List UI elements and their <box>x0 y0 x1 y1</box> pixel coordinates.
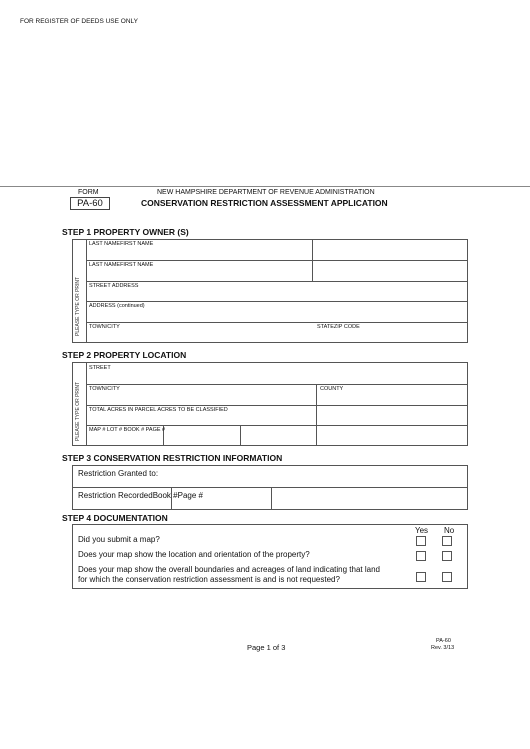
question-map-submitted: Did you submit a map? <box>78 535 160 544</box>
header-divider <box>0 186 530 187</box>
q1-yes-checkbox[interactable] <box>416 536 426 546</box>
q2-yes-checkbox[interactable] <box>416 551 426 561</box>
address-continued-field[interactable]: ADDRESS (continued) <box>89 303 145 309</box>
q3-no-checkbox[interactable] <box>442 572 452 582</box>
register-note: FOR REGISTER OF DEEDS USE ONLY <box>20 18 138 25</box>
step1-box <box>72 239 468 343</box>
restriction-recorded-field[interactable]: Restriction RecordedBook #Page # <box>78 491 203 500</box>
no-column-label: No <box>444 526 455 535</box>
form-number: PA-60 <box>70 197 110 210</box>
form-label: FORM <box>78 189 99 196</box>
acres-field[interactable]: TOTAL ACRES IN PARCEL ACRES TO BE CLASSIFIED <box>89 407 228 413</box>
application-title: CONSERVATION RESTRICTION ASSESSMENT APPLICATION <box>141 198 388 208</box>
step3-box <box>72 465 468 510</box>
step2-title: STEP 2 PROPERTY LOCATION <box>62 350 187 360</box>
street-address-field[interactable]: STREET ADDRESS <box>89 283 139 289</box>
location-town-field[interactable]: TOWN/CITY <box>89 386 120 392</box>
step4-title: STEP 4 DOCUMENTATION <box>62 513 168 523</box>
state-zip-field[interactable]: STATEZIP CODE <box>317 324 360 330</box>
question-map-location: Does your map show the location and orientation of the property? <box>78 550 310 559</box>
q3-yes-checkbox[interactable] <box>416 572 426 582</box>
step3-title: STEP 3 CONSERVATION RESTRICTION INFORMATION <box>62 453 283 463</box>
q2-no-checkbox[interactable] <box>442 551 452 561</box>
map-lot-book-page-field[interactable]: MAP # LOT # BOOK # PAGE # <box>89 427 166 433</box>
footer-form-number: PA-60 <box>436 638 451 644</box>
footer-revision: Rev. 3/13 <box>431 645 455 651</box>
county-field[interactable]: COUNTY <box>320 386 344 392</box>
question-map-boundaries-line1: Does your map show the overall boundaries and acreages of land indicating that land <box>78 565 380 574</box>
step4-box <box>72 524 468 589</box>
step1-title: STEP 1 PROPERTY OWNER (S) <box>62 227 189 237</box>
owner1-name-field[interactable]: LAST NAMEFIRST NAME <box>89 241 154 247</box>
restriction-granted-field[interactable]: Restriction Granted to: <box>78 469 159 478</box>
town-city-field[interactable]: TOWN/CITY <box>89 324 120 330</box>
department-name: NEW HAMPSHIRE DEPARTMENT OF REVENUE ADMINISTRATION <box>157 189 375 196</box>
question-map-boundaries-line2: for which the conservation restriction assessment is and is not requested? <box>78 575 340 584</box>
owner2-name-field[interactable]: LAST NAMEFIRST NAME <box>89 262 154 268</box>
side-label: PLEASE TYPE OR PRINT <box>75 276 81 336</box>
step2-box <box>72 362 468 446</box>
page-number: Page 1 of 3 <box>247 643 286 652</box>
yes-column-label: Yes <box>415 526 429 535</box>
side-label: PLEASE TYPE OR PRINT <box>75 381 81 441</box>
location-street-field[interactable]: STREET <box>89 365 111 371</box>
q1-no-checkbox[interactable] <box>442 536 452 546</box>
